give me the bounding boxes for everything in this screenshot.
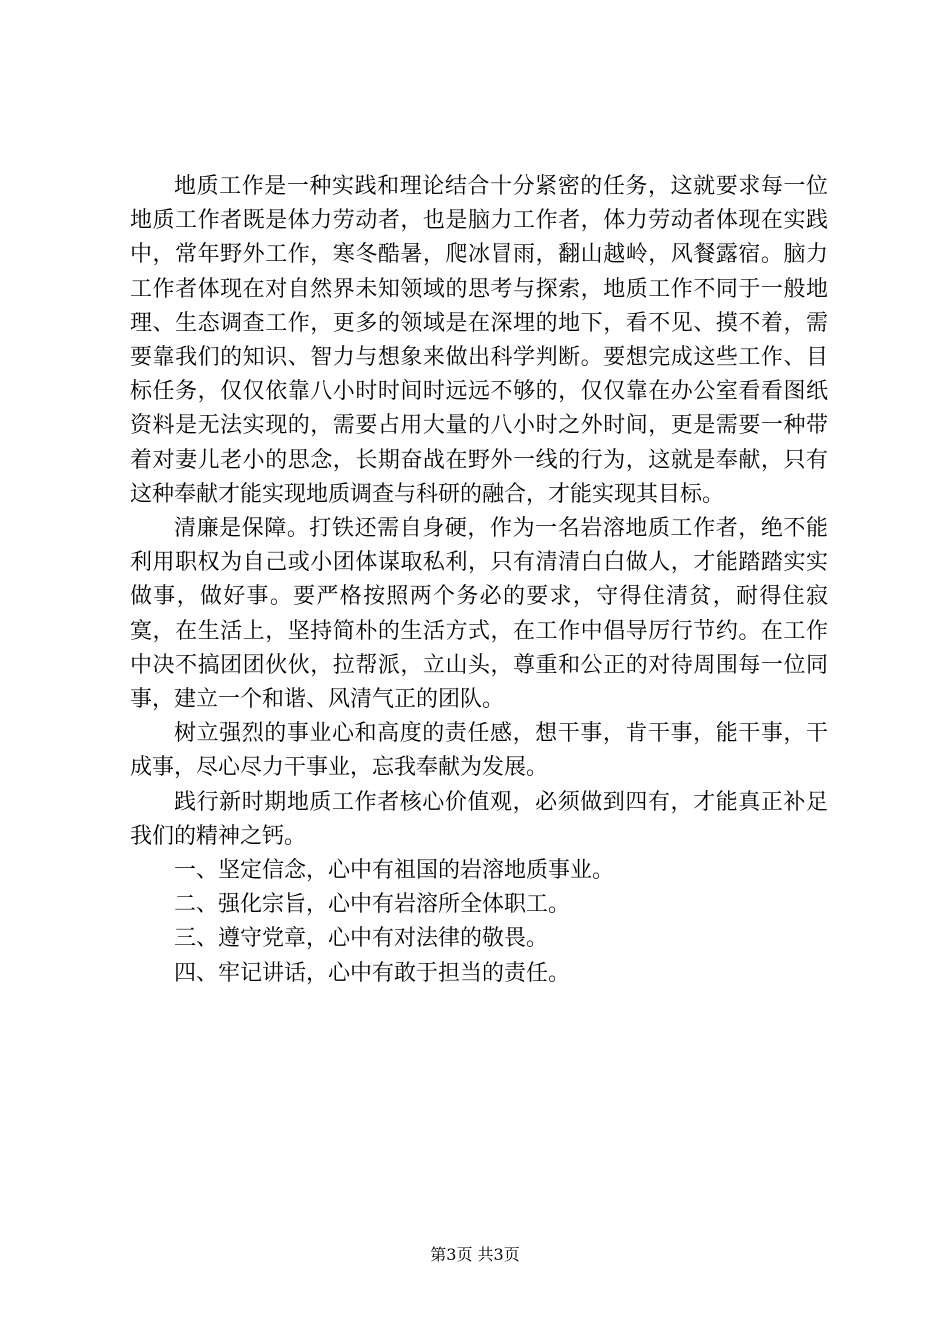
list-item-3: 三、遵守党章，心中有对法律的敬畏。 [174, 926, 549, 952]
paragraph-integrity: 清廉是保障。打铁还需自身硬，作为一名岩溶地质工作者，绝不能利用职权为自己或小团体谋取私利，只有清清白白做人，才能踏踏实实做事，做好事。要严格按照两个务必的要求，守得住清贫，耐得住寂寞，在生活上，坚持简朴的生活方式，在工作中倡导厉行节约。在工作中决不搞团团伙伙，拉帮派，立山头，尊重和公正的对待周围每一位同事，建立一个和谐、风清气正的团队。 [130, 516, 828, 713]
paragraph-dedication: 地质工作是一种实践和理论结合十分紧密的任务，这就要求每一位地质工作者既是体力劳动者，也是脑力工作者，体力劳动者体现在实践中，常年野外工作，寒冬酷暑，爬冰冒雨，翻山越岭，风餐露宿。脑力工作者体现在对自然界未知领域的思考与探索，地质工作不同于一般地理、生态调查工作，更多的领域是在深埋的地下，看不见、摸不着，需要靠我们的知识、智力与想象来做出科学判断。要想完成这些工作、目标任务，仅仅依靠八小时时间时远远不够的，仅仅靠在办公室看看图纸资料是无法实现的，需要占用大量的八小时之外时间，更是需要一种带着对妻儿老小的思念，长期奋战在野外一线的行为，这就是奉献，只有这种奉献才能实现地质调查与科研的融合，才能实现其目标。 [130, 174, 828, 507]
paragraph-core-values: 践行新时期地质工作者核心价值观，必须做到四有，才能真正补足我们的精神之钙。 [130, 789, 828, 849]
paragraph-responsibility: 树立强烈的事业心和高度的责任感，想干事，肯干事，能干事，干成事，尽心尽力干事业，忘我奉献为发展。 [130, 721, 828, 781]
document-body [130, 170, 828, 991]
list-item-2: 二、强化宗旨，心中有岩溶所全体职工。 [174, 892, 571, 918]
list-item-4: 四、牢记讲话，心中有敢于担当的责任。 [174, 960, 571, 986]
list-item-1: 一、坚定信念，心中有祖国的岩溶地质事业。 [174, 858, 615, 884]
page-number-footer: 第3页 共3页 [430, 1245, 520, 1264]
